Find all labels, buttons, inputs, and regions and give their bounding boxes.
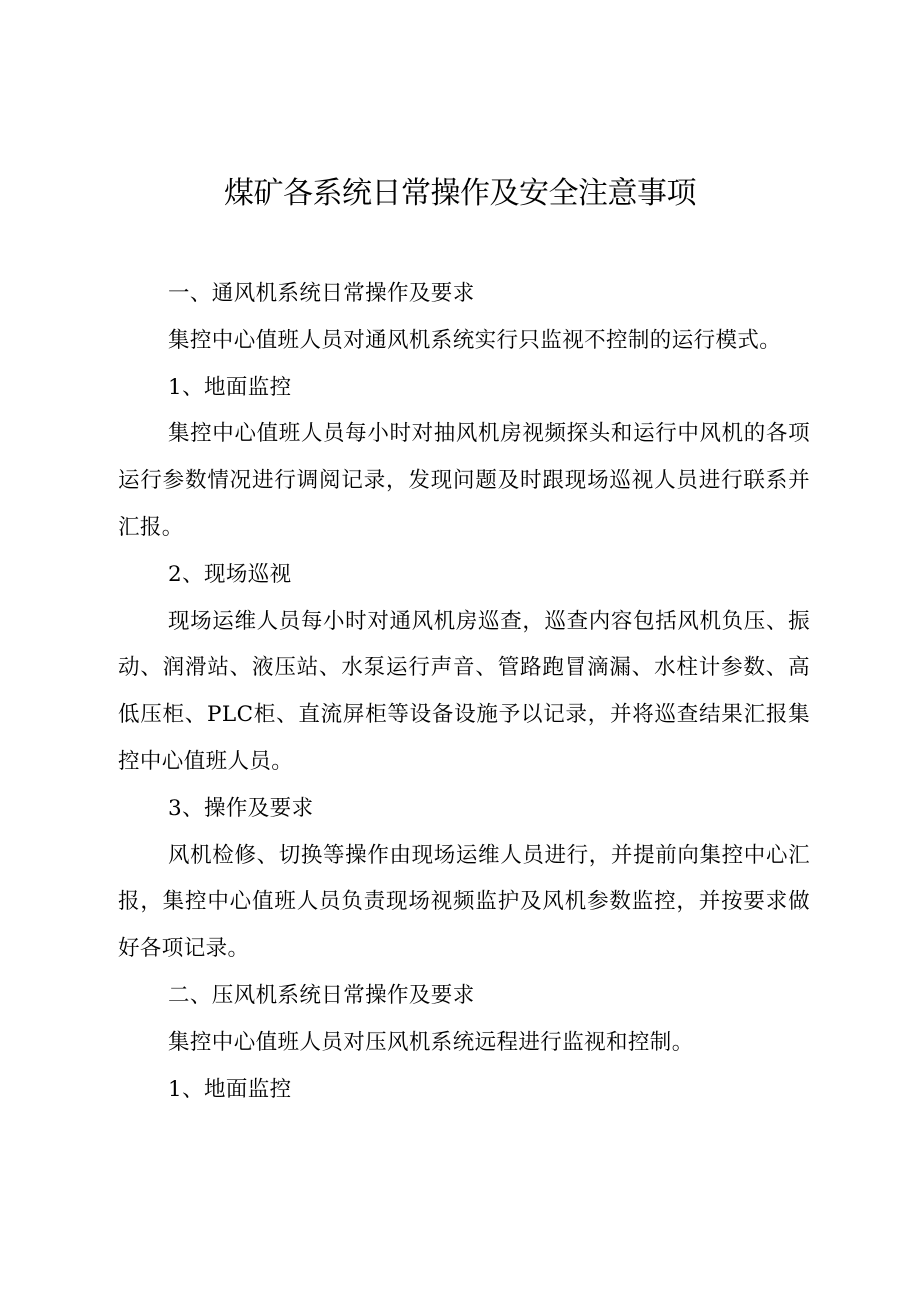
subsection-heading: 1、地面监控 (168, 1076, 292, 1102)
subsection-heading: 2、现场巡视 (168, 561, 292, 587)
paragraph: 现场运维人员每小时对通风机房巡查，巡查内容包括风机负压、振动、润滑站、液压站、水泵运行声音、管路跑冒滴漏、水柱计参数、高低压柜、PLC柜、直流屏柜等设备设施予以记录，并将巡查结果汇报集控中心值班人员。 (118, 608, 810, 774)
subsection-heading: 1、地面监控 (168, 374, 292, 400)
section-heading-ventilation: 一、通风机系统日常操作及要求 (168, 281, 475, 306)
paragraph: 集控中心值班人员对压风机系统远程进行监视和控制。 (168, 1029, 694, 1055)
paragraph: 风机检修、切换等操作由现场运维人员进行，并提前向集控中心汇报，集控中心值班人员负责现场视频监护及风机参数监控，并按要求做好各项记录。 (118, 842, 810, 962)
subsection-heading: 3、操作及要求 (168, 795, 314, 821)
section-heading-compressor: 二、压风机系统日常操作及要求 (168, 982, 475, 1008)
document-body (118, 271, 810, 1113)
paragraph: 集控中心值班人员每小时对抽风机房视频探头和运行中风机的各项运行参数情况进行调阅记录，发现问题及时跟现场巡视人员进行联系并汇报。 (118, 421, 810, 540)
paragraph: 集控中心值班人员对通风机系统实行只监视不控制的运行模式。 (168, 327, 782, 353)
document-title: 煤矿各系统日常操作及安全注意事项 (224, 176, 696, 211)
